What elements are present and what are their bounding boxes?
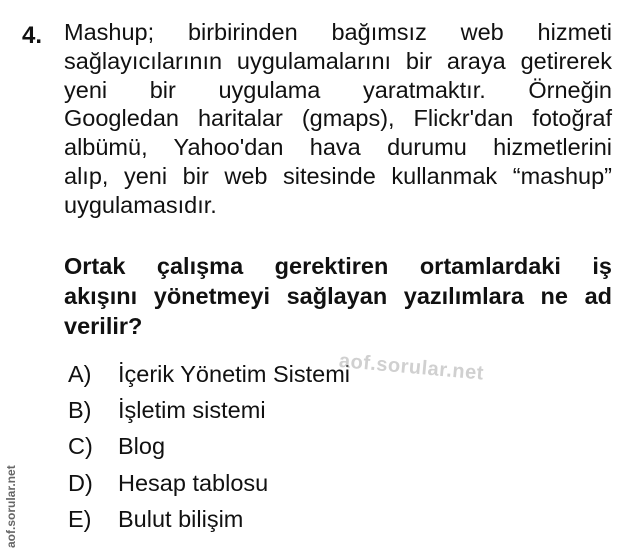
- passage-line: uygulamasıdır.: [64, 191, 217, 218]
- option-text: Bulut bilişim: [118, 505, 244, 532]
- question-number: 4.: [22, 22, 43, 49]
- question-passage: [64, 18, 612, 220]
- answer-options: [68, 359, 350, 540]
- watermark-side: aof.sorular.net: [4, 465, 18, 548]
- option-c[interactable]: [68, 431, 350, 467]
- option-letter: C): [68, 433, 93, 460]
- option-e[interactable]: [68, 504, 350, 540]
- option-text: İşletim sistemi: [118, 397, 266, 424]
- option-text: Hesap tablosu: [118, 469, 269, 496]
- option-letter: E): [68, 505, 92, 532]
- stem-line: akışını yönetmeyi sağlayan yazılımlara ne ad: [64, 283, 612, 309]
- passage-line: Mashup; birbirinden bağımsız web hizmeti: [64, 19, 612, 45]
- passage-line: yeni bir uygulama yaratmaktır. Örneğin: [64, 76, 612, 103]
- option-letter: A): [68, 361, 92, 387]
- watermark-center: aof.sorular.net: [338, 350, 485, 385]
- passage-line: alıp, yeni bir web sitesinde kullanmak “mashup”: [64, 162, 612, 189]
- option-text: İçerik Yönetim Sistemi: [118, 361, 351, 387]
- option-text: Blog: [118, 433, 166, 460]
- question-stem: [64, 251, 612, 341]
- passage-line: Googledan haritalar (gmaps), Flickr'dan fotoğraf: [64, 105, 612, 132]
- passage-line: albümü, Yahoo'dan hava durumu hizmetlerini: [64, 134, 612, 161]
- stem-line: Ortak çalışma gerektiren ortamlardaki iş: [64, 253, 612, 279]
- option-letter: B): [68, 397, 92, 424]
- passage-line: sağlayıcılarının uygulamalarını bir araya getirerek: [64, 47, 612, 74]
- option-b[interactable]: [68, 395, 350, 431]
- option-letter: D): [68, 469, 93, 496]
- option-d[interactable]: [68, 468, 350, 504]
- stem-line: verilir?: [64, 313, 143, 339]
- option-a[interactable]: [68, 359, 350, 395]
